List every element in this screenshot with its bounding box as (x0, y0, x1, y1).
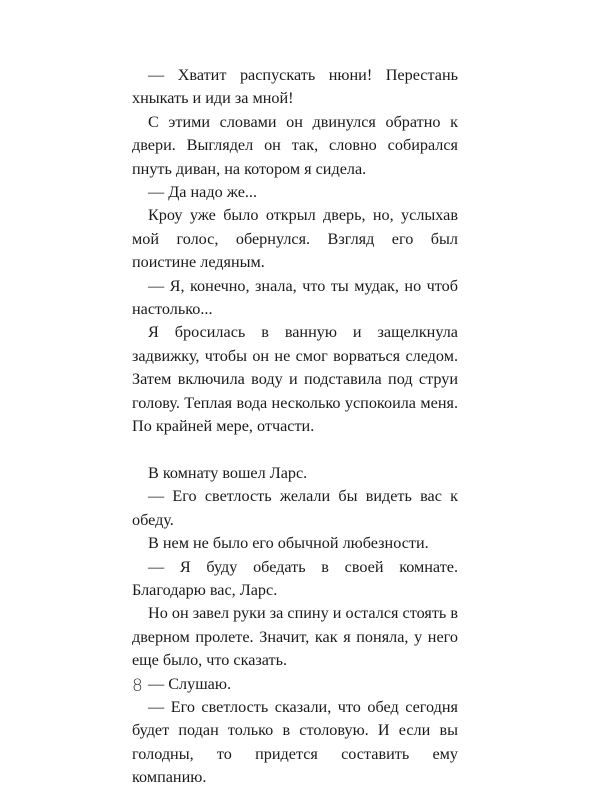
paragraph: Но он завел руки за спину и остался стоять в дверном пролете. Значит, как я поняла, у него еще было, что сказать. (132, 604, 458, 670)
paragraph: Кроу уже было открыл дверь, но, услыхав мой голос, обернулся. Взгляд его был поистине ледяным. (132, 206, 458, 272)
page-body (132, 64, 458, 790)
paragraph: — Слушаю. (148, 674, 231, 693)
paragraph: — Я, конечно, знала, что ты мудак, но чтоб настолько... (132, 276, 458, 319)
paragraph: — Хватит распускать нюни! Перестань хныкать и иди за мной! (132, 66, 458, 108)
paragraph: — Его светлость желали бы видеть вас к обеду. (132, 487, 458, 529)
paragraph: Я бросилась в ванную и защелкнула задвижку, чтобы он не смог ворваться следом. Затем включила воду и подставила под струи голову. Теплая вода несколько успокоила меня. По крайней мере, отчасти. (132, 323, 458, 436)
page-number: 8 (132, 676, 143, 696)
paragraph: В нем не было его обычной любезности. (148, 534, 429, 553)
paragraph: С этими словами он двинулся обратно к двери. Выглядел он так, словно собирался пнуть диван, на котором я сидела. (132, 112, 458, 178)
paragraph: В комнату вошел Ларс. (148, 463, 308, 482)
paragraph: — Я буду обедать в своей комнате. Благодарю вас, Ларс. (132, 557, 458, 599)
paragraph: — Его светлость сказали, что обед сегодня будет подан только в столовую. И если вы голодны, то придется составить ему компанию. (132, 697, 458, 787)
section-break (132, 439, 458, 462)
paragraph: — Да надо же... (148, 183, 258, 202)
